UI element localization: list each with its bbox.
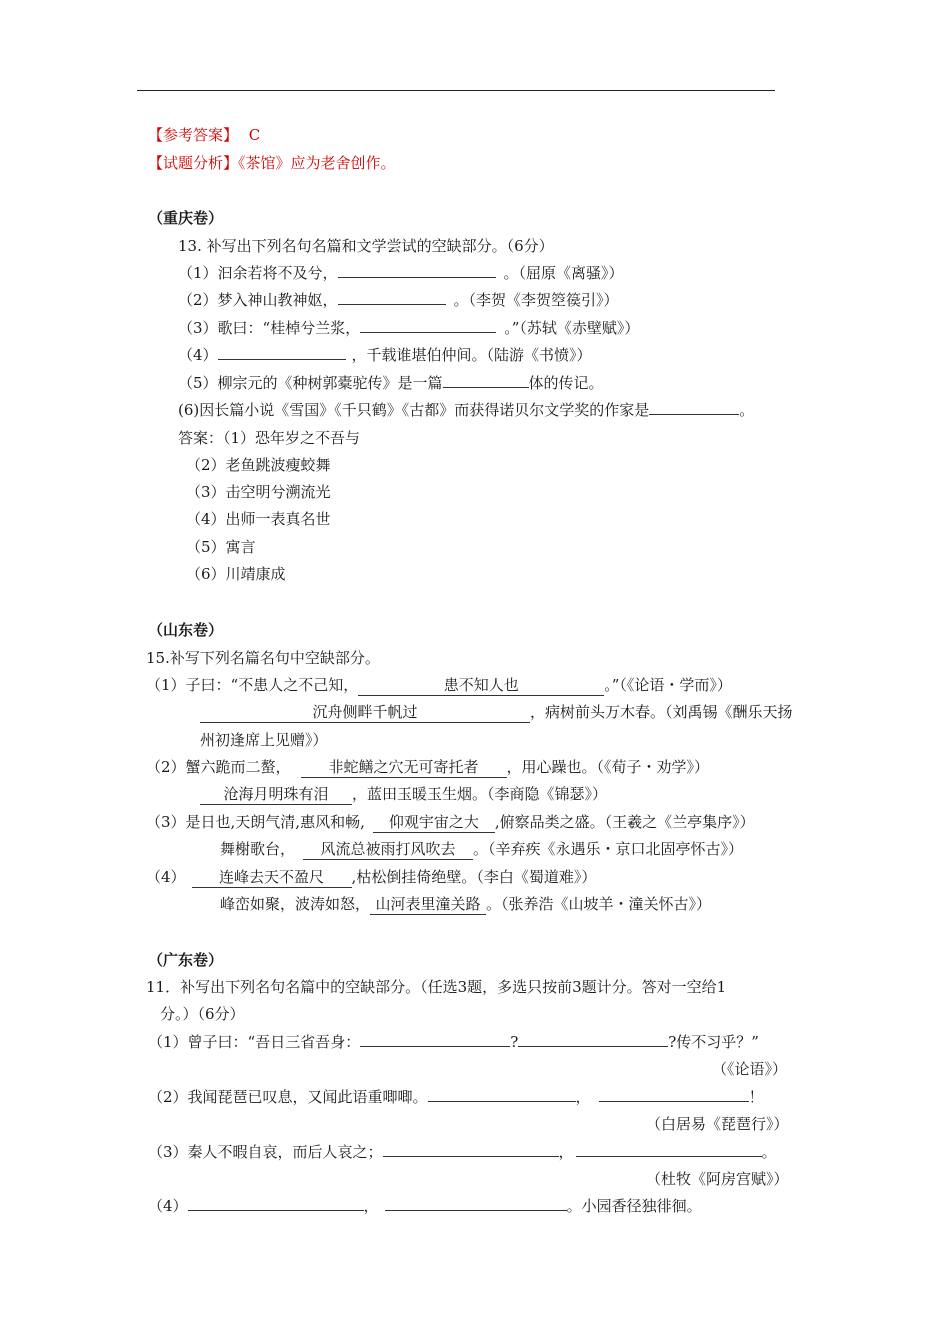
- analysis: [148, 153, 396, 173]
- item-text: （4）: [178, 346, 218, 364]
- answer-blank: [188, 1196, 364, 1211]
- reference-answer-value: C: [248, 126, 261, 144]
- shandong-line-7: [220, 839, 743, 860]
- shandong-heading: （山东卷）: [148, 621, 224, 639]
- chongqing-item-2: [178, 290, 619, 310]
- chongqing-item-1: [178, 263, 624, 283]
- item-text-end: 体的传记。: [528, 374, 604, 392]
- guangdong-item-2: [148, 1087, 764, 1107]
- guangdong-question-intro: 11．补写出下列名句名篇中的空缺部分。（任选3题，多选只按前3题计分。答对一空给1: [146, 978, 727, 996]
- chongqing-item-4: [178, 345, 592, 365]
- shandong-line-6: [146, 812, 755, 833]
- guangdong-item-4: [148, 1196, 702, 1216]
- line-text: （4）: [146, 868, 186, 886]
- separator: ，: [363, 1197, 379, 1215]
- item-text-end: 。: [761, 1143, 777, 1161]
- line-text: （3）是日也,天朗气清,惠风和畅,: [146, 813, 365, 831]
- shandong-line-4: [146, 757, 709, 778]
- header-rule: [137, 90, 775, 91]
- item-text: （3）秦人不暇自哀，而后人哀之；: [148, 1143, 383, 1161]
- chongqing-heading: （重庆卷）: [148, 209, 224, 227]
- line-text: （2）蟹六跪而二螯，: [146, 758, 291, 776]
- item-source: 。（屈原《离骚》）: [503, 264, 624, 282]
- chongqing-answer-4: （4）出师一表真名世: [186, 510, 331, 528]
- filled-answer: 沧海月明珠有泪: [200, 784, 352, 805]
- filled-answer: 连峰去天不盈尺: [192, 867, 352, 888]
- line-source: ,枯松倒挂倚绝壁。（李白《蜀道难》）: [351, 868, 597, 886]
- answer-blank: [360, 318, 496, 333]
- chongqing-answer-1: 答案：（1）恐年岁之不吾与: [178, 429, 361, 447]
- line-source: ,俯察品类之盛。（王羲之《兰亭集序》）: [494, 813, 755, 831]
- shandong-question-intro: 15.补写下列名篇名句中空缺部分。: [146, 649, 380, 667]
- shandong-line-3: 州初逢席上见赠》）: [200, 731, 328, 749]
- line-text: 峰峦如聚，波涛如怒，: [220, 895, 371, 913]
- guangdong-item-3: [148, 1142, 777, 1162]
- line-source: ，用心躁也。（《荀子・劝学》）: [506, 758, 710, 776]
- item-text: (6)因长篇小说《雪国》《千只鹤》《古都》而获得诺贝尔文学奖的作家是: [178, 401, 650, 419]
- item-text: （1）曾子曰：“吾日三省吾身：: [148, 1033, 361, 1051]
- line-text: ，蓝田玉暖玉生烟。（李商隐《锦瑟》）: [352, 785, 608, 803]
- line-source: 。（辛弃疾《永遇乐・京口北固亭怀古》）: [473, 840, 744, 858]
- guangdong-question-intro-cont: 分。）（6分）: [160, 1005, 245, 1023]
- chongqing-answer-3: （3）击空明兮溯流光: [186, 483, 331, 501]
- line-text: ，病树前头万木春。（刘禹锡《酬乐天扬: [530, 703, 793, 721]
- line-source: 。”（《论语・学而》）: [604, 676, 732, 694]
- item-text: （2）我闻琵琶已叹息，又闻此语重唧唧。: [148, 1088, 428, 1106]
- chongqing-item-6: [178, 400, 754, 420]
- chongqing-answer-6: （6）川靖康成: [186, 565, 286, 583]
- separator: ，: [558, 1143, 574, 1161]
- answer-blank: [576, 1142, 762, 1157]
- line-text: （1）子曰：“不患人之不己知，: [146, 676, 359, 694]
- item-source: 。”（苏轼《赤壁赋》）: [504, 319, 640, 337]
- analysis-label: 【试题分析】: [148, 154, 239, 172]
- item-source: 。（李贺《李贺箜篌引》）: [453, 291, 619, 309]
- item-text: （2）梦入神山教神妪，: [178, 291, 338, 309]
- guangdong-item-3-source: （杜牧《阿房宫赋》）: [646, 1170, 789, 1188]
- item-text-end: ！: [748, 1088, 764, 1106]
- answer-blank: [518, 1032, 668, 1047]
- item-text: （1）汩余若将不及兮，: [178, 264, 338, 282]
- shandong-line-2: [200, 702, 793, 723]
- line-text: 舞榭歌台，: [220, 840, 296, 858]
- separator: ，: [575, 1088, 591, 1106]
- item-text: （3）歌曰：“桂棹兮兰浆，: [178, 319, 361, 337]
- filled-answer: 沉舟侧畔千帆过: [200, 702, 530, 723]
- shandong-line-5: [200, 784, 607, 805]
- filled-answer: 仰观宇宙之大: [373, 812, 495, 833]
- chongqing-item-3: [178, 318, 639, 338]
- item-text-end: 。: [739, 401, 755, 419]
- reference-answer: [148, 125, 260, 145]
- answer-blank: [385, 1196, 567, 1211]
- separator: ?: [510, 1033, 519, 1051]
- filled-answer: 山河表里潼关路: [370, 894, 486, 915]
- item-text: （4）: [148, 1197, 188, 1215]
- answer-blank: [428, 1087, 576, 1102]
- reference-answer-label: 【参考答案】: [148, 126, 239, 144]
- shandong-line-9: [220, 894, 711, 915]
- answer-blank: [338, 290, 446, 305]
- guangdong-item-2-source: （白居易《琵琶行》）: [646, 1115, 789, 1133]
- chongqing-answer-5: （5）寓言: [186, 538, 256, 556]
- answer-blank: [338, 263, 496, 278]
- chongqing-item-5: [178, 373, 604, 393]
- shandong-line-1: [146, 675, 732, 696]
- answer-blank: [218, 345, 346, 360]
- guangdong-heading: （广东卷）: [148, 951, 224, 969]
- guangdong-item-1-source: （《论语》）: [712, 1060, 788, 1078]
- shandong-line-8: [146, 867, 596, 888]
- chongqing-answer-2: （2）老鱼跳波瘦蛟舞: [186, 456, 331, 474]
- answer-blank: [360, 1032, 510, 1047]
- answer-blank: [599, 1087, 749, 1102]
- chongqing-question-intro: 13. 补写出下列名句名篇和文学尝试的空缺部分。（6分）: [178, 237, 554, 255]
- item-source: ，千载谁堪伯仲间。（陆游《书愤》）: [351, 346, 592, 364]
- line-source: 。（张养浩《山坡羊・潼关怀古》）: [486, 895, 712, 913]
- analysis-text: 《茶馆》应为老舍创作。: [238, 154, 396, 172]
- filled-answer: 患不知人也: [358, 675, 604, 696]
- item-text: （5）柳宗元的《种树郭橐驼传》是一篇: [178, 374, 443, 392]
- answer-blank: [443, 373, 529, 388]
- item-text-end: 。小园香径独徘徊。: [566, 1197, 702, 1215]
- answer-blank: [383, 1142, 559, 1157]
- item-text-end: ?传不习乎？”: [668, 1033, 759, 1051]
- filled-answer: 非蛇鳝之穴无可寄托者: [301, 757, 507, 778]
- guangdong-item-1: [148, 1032, 759, 1052]
- answer-blank: [649, 400, 739, 415]
- filled-answer: 风流总被雨打风吹去: [303, 839, 473, 860]
